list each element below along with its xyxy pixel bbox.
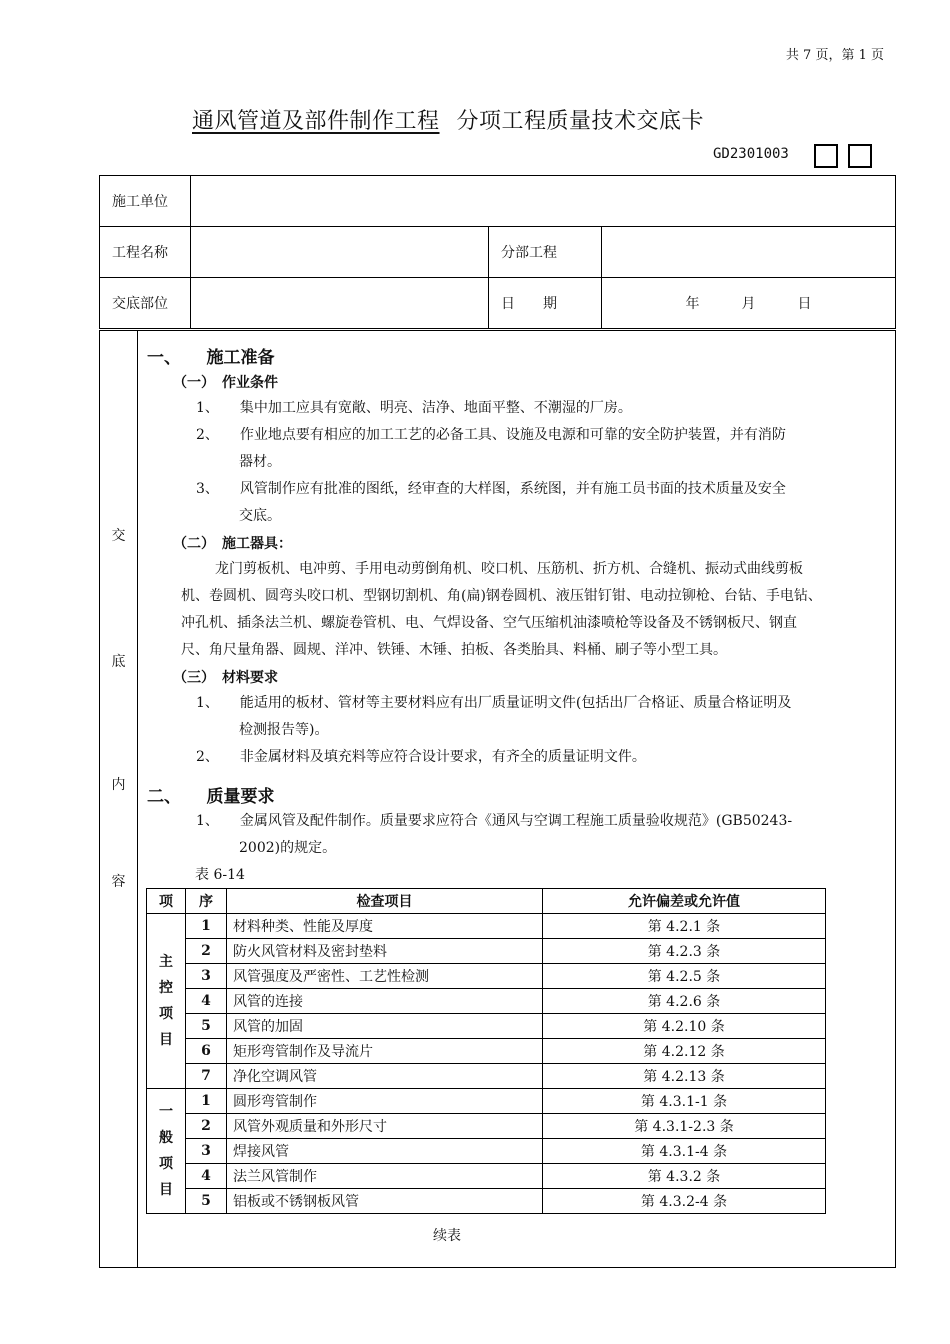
page-number: 共 7 页，第 1 页 — [785, 48, 884, 63]
row-item: 材料种类、性能及厚度 — [227, 914, 543, 939]
row-no: 3 — [186, 1139, 227, 1164]
table-row — [147, 939, 826, 964]
row-no: 4 — [186, 989, 227, 1014]
row-value: 第 4.2.1 条 — [543, 914, 826, 939]
table-row — [147, 1039, 826, 1064]
row-value: 第 4.3.2 条 — [543, 1164, 826, 1189]
row-no: 5 — [186, 1014, 227, 1039]
row-no: 6 — [186, 1039, 227, 1064]
row-value: 第 4.3.1-4 条 — [543, 1139, 826, 1164]
row-no: 3 — [186, 964, 227, 989]
checkbox-2[interactable] — [848, 144, 872, 168]
table-row — [147, 1114, 826, 1139]
table-row — [147, 1164, 826, 1189]
checkbox-1[interactable] — [814, 144, 838, 168]
row-item: 焊接风管 — [227, 1139, 543, 1164]
tools-line: 机、卷圆机、圆弯头咬口机、型钢切割机、角(扁)钢卷圆机、液压钳钉钳、电动拉铆枪、台钻、手电钻、 — [181, 588, 822, 604]
sub-project-label: 分部工程 — [489, 227, 602, 278]
row-no: 4 — [186, 1164, 227, 1189]
col-header-item: 检查项目 — [227, 889, 543, 914]
project-name-label: 工程名称 — [100, 227, 191, 278]
row-item: 风管强度及严密性、工艺性检测 — [227, 964, 543, 989]
section-2-heading: 二、 质量要求 — [147, 787, 275, 807]
list-item: 交底。 — [239, 508, 281, 524]
row-item: 风管的加固 — [227, 1014, 543, 1039]
section-1-2-heading: （二） 施工器具： — [173, 536, 292, 552]
row-value: 第 4.2.3 条 — [543, 939, 826, 964]
construction-unit-label: 施工单位 — [100, 176, 191, 227]
row-item: 风管外观质量和外形尺寸 — [227, 1114, 543, 1139]
list-item: 器材。 — [239, 454, 281, 470]
table-row — [147, 914, 826, 939]
group-main-control: 主 控 项 目 — [147, 914, 186, 1089]
side-char-2: 底 — [111, 654, 126, 670]
list-item: 检测报告等)。 — [239, 722, 329, 738]
header-table — [99, 175, 896, 329]
construction-unit-field[interactable] — [191, 176, 896, 227]
list-item: 2、 非金属材料及填充料等应符合设计要求，有齐全的质量证明文件。 — [196, 749, 646, 765]
continued-label: 续表 — [433, 1228, 461, 1244]
quality-table — [146, 888, 826, 1214]
table-row — [147, 1014, 826, 1039]
col-header-value: 允许偏差或允许值 — [543, 889, 826, 914]
row-value: 第 4.3.1-2.3 条 — [543, 1114, 826, 1139]
row-item: 圆形弯管制作 — [227, 1089, 543, 1114]
title-project-name: 通风管道及部件制作工程 — [192, 109, 440, 134]
table-row — [147, 1189, 826, 1214]
row-no: 7 — [186, 1064, 227, 1089]
side-char-4: 容 — [111, 874, 126, 890]
row-item: 净化空调风管 — [227, 1064, 543, 1089]
date-field[interactable]: 年 月 日 — [602, 278, 896, 329]
section-1-3-heading: （三） 材料要求 — [173, 670, 278, 686]
list-item: 3、 风管制作应有批准的图纸，经审查的大样图，系统图，并有施工员书面的技术质量及安全 — [196, 481, 786, 497]
row-item: 矩形弯管制作及导流片 — [227, 1039, 543, 1064]
table-row — [147, 964, 826, 989]
list-item: 1、 集中加工应具有宽敞、明亮、洁净、地面平整、不潮湿的厂房。 — [196, 400, 632, 416]
row-value: 第 4.3.2-4 条 — [543, 1189, 826, 1214]
row-item: 铝板或不锈钢板风管 — [227, 1189, 543, 1214]
list-item: 1、 金属风管及配件制作。质量要求应符合《通风与空调工程施工质量验收规范》(GB50243- — [196, 813, 793, 829]
list-item: 2002)的规定。 — [239, 840, 337, 856]
col-header-no: 序 — [186, 889, 227, 914]
disclosure-content-area — [99, 330, 896, 1268]
section-1-heading: 一、 施工准备 — [147, 348, 275, 368]
section-1-1-heading: （一） 作业条件 — [173, 375, 278, 391]
row-item: 防火风管材料及密封垫料 — [227, 939, 543, 964]
list-item: 1、 能适用的板材、管材等主要材料应有出厂质量证明文件(包括出厂合格证、质量合格证明及 — [196, 695, 792, 711]
tools-line: 尺、角尺量角器、圆规、洋冲、铁锤、木锤、拍板、各类胎具、料桶、刷子等小型工具。 — [181, 642, 727, 658]
row-no: 1 — [186, 1089, 227, 1114]
table-row — [147, 1139, 826, 1164]
title-card-name: 分项工程质量技术交底卡 — [456, 109, 705, 134]
row-no: 5 — [186, 1189, 227, 1214]
row-item: 法兰风管制作 — [227, 1164, 543, 1189]
side-char-3: 内 — [111, 777, 126, 793]
row-item: 风管的连接 — [227, 989, 543, 1014]
tools-line: 冲孔机、插条法兰机、螺旋卷管机、电、气焊设备、空气压缩机油漆喷枪等设备及不锈钢板尺、钢直 — [181, 615, 797, 631]
list-item: 2、 作业地点要有相应的加工工艺的必备工具、设施及电源和可靠的安全防护装置，并有消防 — [196, 427, 786, 443]
disclosure-part-field[interactable] — [191, 278, 489, 329]
row-value: 第 4.3.1-1 条 — [543, 1089, 826, 1114]
tools-line: 龙门剪板机、电冲剪、手用电动剪倒角机、咬口机、压筋机、折方机、合缝机、振动式曲线剪板 — [215, 561, 803, 577]
row-value: 第 4.2.5 条 — [543, 964, 826, 989]
table-row — [147, 989, 826, 1014]
row-value: 第 4.2.6 条 — [543, 989, 826, 1014]
row-value: 第 4.2.12 条 — [543, 1039, 826, 1064]
row-no: 2 — [186, 939, 227, 964]
document-title — [190, 104, 830, 135]
row-no: 2 — [186, 1114, 227, 1139]
disclosure-part-label: 交底部位 — [100, 278, 191, 329]
side-char-1: 交 — [111, 528, 126, 544]
table-row — [147, 1089, 826, 1114]
group-general: 一 般 项 目 — [147, 1089, 186, 1214]
date-label: 日 期 — [489, 278, 602, 329]
document-code: GD2301003 — [713, 146, 789, 162]
sub-project-field[interactable] — [602, 227, 896, 278]
row-value: 第 4.2.13 条 — [543, 1064, 826, 1089]
project-name-field[interactable] — [191, 227, 489, 278]
row-value: 第 4.2.10 条 — [543, 1014, 826, 1039]
table-caption: 表 6-14 — [195, 867, 245, 883]
row-no: 1 — [186, 914, 227, 939]
table-row — [147, 1064, 826, 1089]
col-header-category: 项 — [147, 889, 186, 914]
